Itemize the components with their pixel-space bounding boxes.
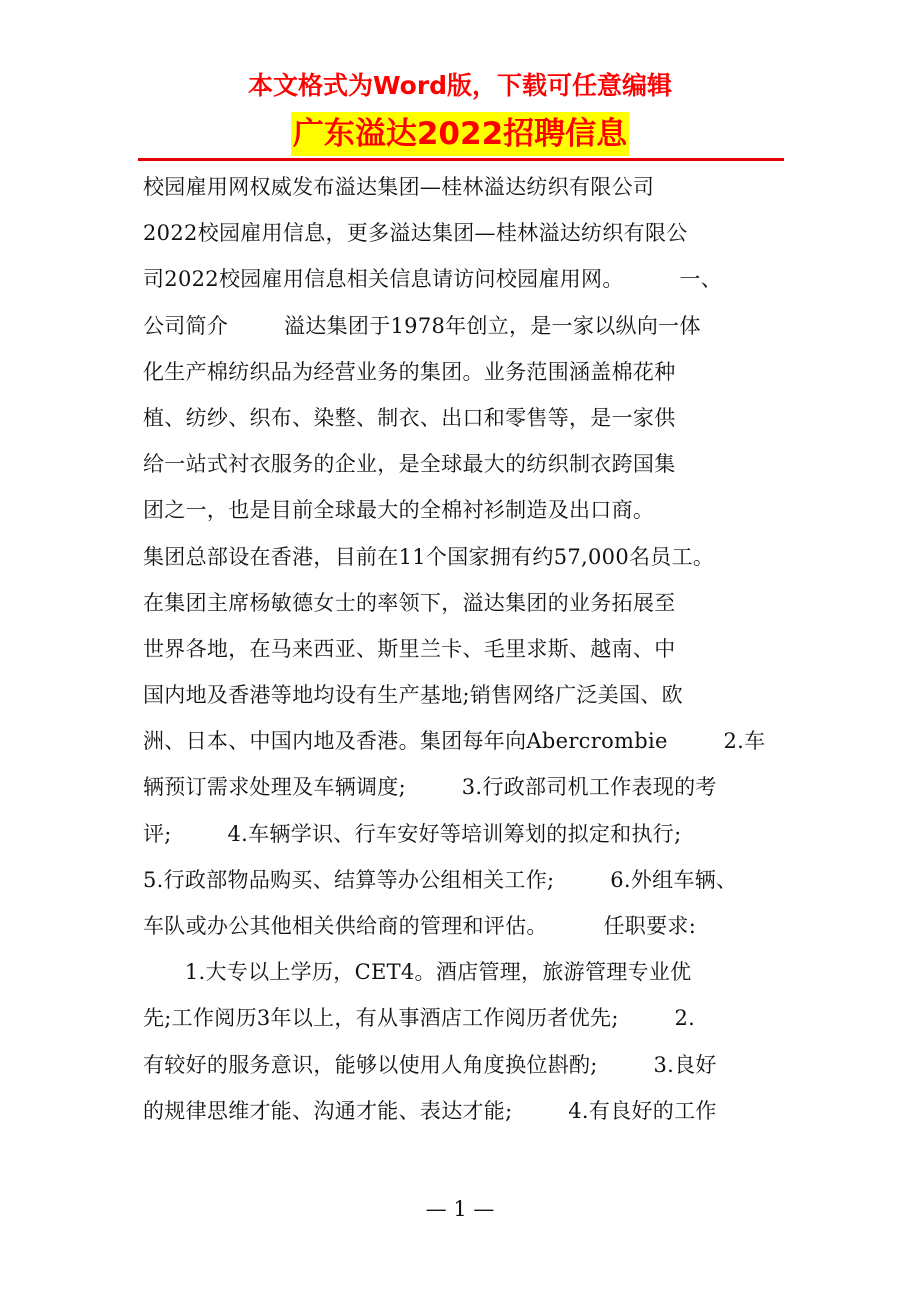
- title-divider: [138, 158, 784, 161]
- body-line: 团之一，也是目前全球最大的全棉衬衫制造及出口商。: [143, 498, 655, 523]
- body-line: 5.行政部物品购买、结算等办公组相关工作; 6.外组车辆、: [143, 867, 738, 892]
- body-line: 车队或办公其他相关供给商的管理和评估。 任职要求:: [143, 914, 697, 938]
- body-line: 在集团主席杨敏德女士的率领下，溢达集团的业务拓展至: [143, 590, 676, 615]
- body-line: 有较好的服务意识，能够以使用人角度换位斟酌; 3.良好: [143, 1052, 717, 1077]
- body-line: 集团总部设在香港，目前在11个国家拥有约57,000名员工。: [143, 544, 715, 569]
- body-line: 先;工作阅历3年以上，有从事酒店工作阅历者优先; 2.: [143, 1006, 696, 1031]
- body-line: 校园雇用网权威发布溢达集团—桂林溢达纺织有限公司: [143, 175, 655, 199]
- body-line: 司2022校园雇用信息相关信息请访问校园雇用网。 一、: [143, 267, 723, 292]
- body-line: 化生产棉纺织品为经营业务的集团。业务范围涵盖棉花种: [143, 359, 676, 384]
- body-line: 植、纺纱、织布、染整、制衣、出口和零售等，是一家供: [143, 405, 676, 430]
- body-line: 2022校园雇用信息，更多溢达集团—桂林溢达纺织有限公: [143, 221, 688, 246]
- document-title: 广东溢达2022招聘信息: [291, 112, 629, 156]
- document-body: [143, 164, 823, 1134]
- format-notice: 本文格式为Word版，下载可任意编辑: [247, 71, 673, 100]
- title-container: [0, 112, 920, 156]
- body-line: 辆预订需求处理及车辆调度; 3.行政部司机工作表现的考: [143, 775, 717, 800]
- body-line: 给一站式衬衣服务的企业，是全球最大的纺织制衣跨国集: [143, 452, 676, 477]
- body-line: 洲、日本、中国内地及香港。集团每年向Abercrombie 2.车: [143, 729, 766, 754]
- page-number: — 1 —: [425, 1197, 495, 1221]
- body-line: 国内地及香港等地均设有生产基地;销售网络广泛美国、欧: [143, 683, 683, 708]
- body-line: 公司简介 溢达集团于1978年创立，是一家以纵向一体: [143, 313, 701, 338]
- body-line: 评; 4.车辆学识、行车安好等培训筹划的拟定和执行;: [143, 821, 682, 846]
- body-line: 世界各地，在马来西亚、斯里兰卡、毛里求斯、越南、中: [143, 636, 676, 661]
- body-line: 1.大专以上学历，CET4。酒店管理，旅游管理专业优: [143, 960, 692, 985]
- body-line: 的规律思维才能、沟通才能、表达才能; 4.有良好的工作: [143, 1098, 717, 1123]
